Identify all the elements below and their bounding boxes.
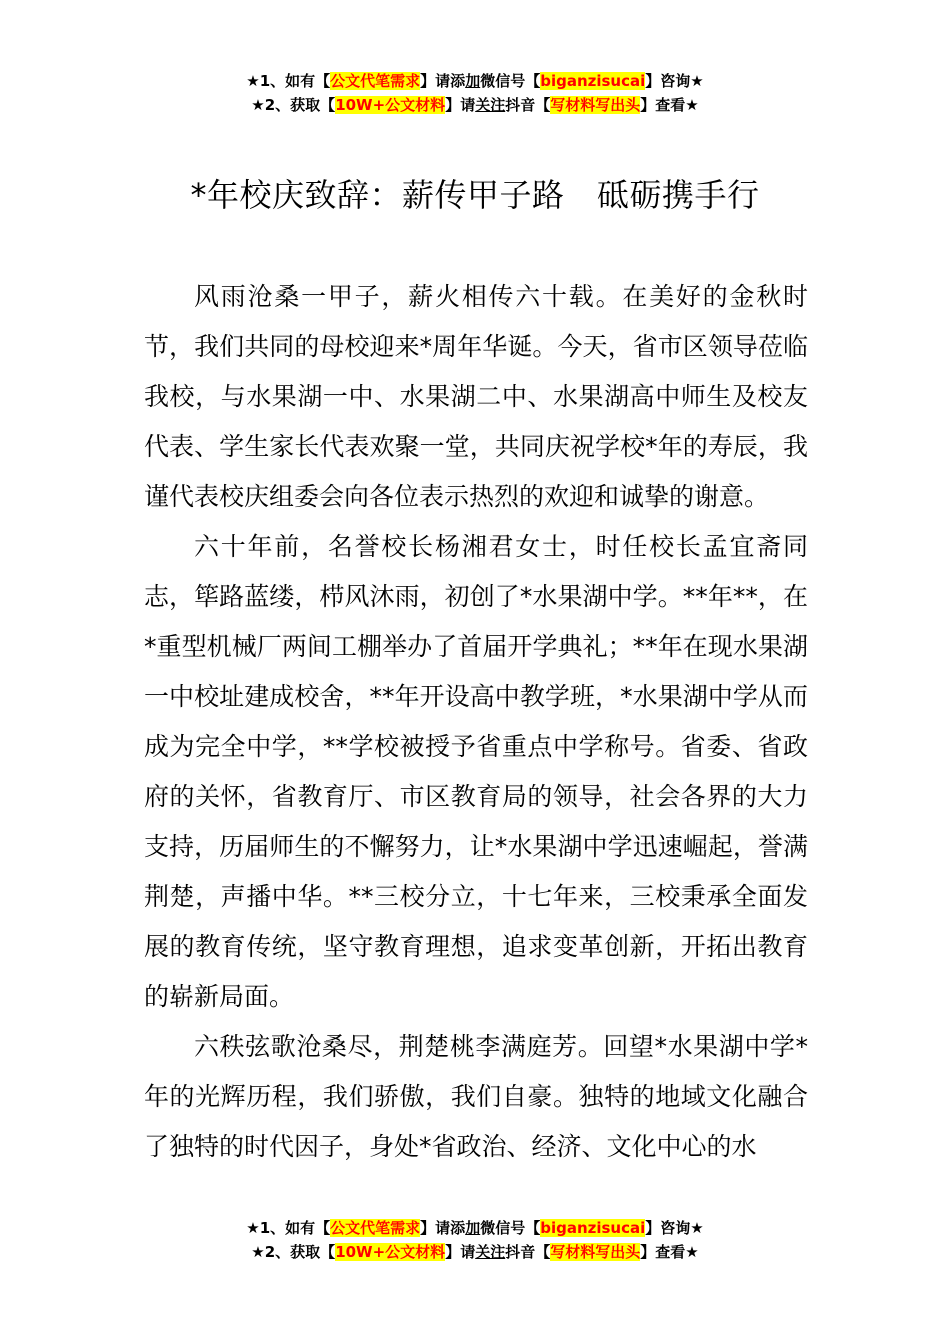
promo-line-1: ★1、如有【公文代笔需求】请添加微信号【biganzisucai】咨询★: [246, 1219, 704, 1237]
promo-line-2: ★2、获取【10W+公文材料】请关注抖音【写材料写出头】查看★: [251, 1243, 699, 1261]
document-body: [144, 272, 808, 1172]
promo-highlight: 10W+公文材料: [335, 1243, 446, 1261]
promo-highlight: biganzisucai: [540, 1219, 646, 1237]
promo-highlight: biganzisucai: [540, 72, 646, 90]
body-paragraph: 风雨沧桑一甲子，薪火相传六十载。在美好的金秋时节，我们共同的母校迎来*周年华诞。今天，省市区领导莅临我校，与水果湖一中、水果湖二中、水果湖高中师生及校友代表、学生家长代表欢聚一堂，共同庆祝学校*年的寿辰，我谨代表校庆组委会向各位表示热烈的欢迎和诚挚的谢意。: [144, 282, 808, 511]
promo-highlight: 写材料写出头: [550, 96, 641, 114]
body-paragraph: 六秩弦歌沧桑尽，荆楚桃李满庭芳。回望*水果湖中学*年的光辉历程，我们骄傲，我们自豪。独特的地域文化融合了独特的时代因子，身处*省政治、经济、文化中心的水: [144, 1032, 808, 1161]
promo-highlight: 公文代笔需求: [330, 72, 421, 90]
promo-line-1: ★1、如有【公文代笔需求】请添加微信号【biganzisucai】咨询★: [246, 72, 704, 90]
promo-highlight: 写材料写出头: [550, 1243, 641, 1261]
header-promo-banner: [0, 69, 950, 117]
footer-promo-banner: [0, 1216, 950, 1264]
promo-highlight: 10W+公文材料: [335, 96, 446, 114]
body-paragraph: 六十年前，名誉校长杨湘君女士，时任校长孟宜斋同志，筚路蓝缕，栉风沐雨，初创了*水果湖中学。**年**，在*重型机械厂两间工棚举办了首届开学典礼；**年在现水果湖一中校址建成校舍，**年开设高中教学班，*水果湖中学从而成为完全中学，**学校被授予省重点中学称号。省委、省政府的关怀，省教育厅、市区教育局的领导，社会各界的大力支持，历届师生的不懈努力，让*水果湖中学迅速崛起，誉满荆楚，声播中华。**三校分立，十七年来，三校秉承全面发展的教育传统，坚守教育理想，追求变革创新，开拓出教育的崭新局面。: [144, 532, 808, 1011]
promo-highlight: 公文代笔需求: [330, 1219, 421, 1237]
promo-line-2: ★2、获取【10W+公文材料】请关注抖音【写材料写出头】查看★: [251, 96, 699, 114]
document-title: *年校庆致辞：薪传甲子路 砥砺携手行: [190, 176, 760, 214]
